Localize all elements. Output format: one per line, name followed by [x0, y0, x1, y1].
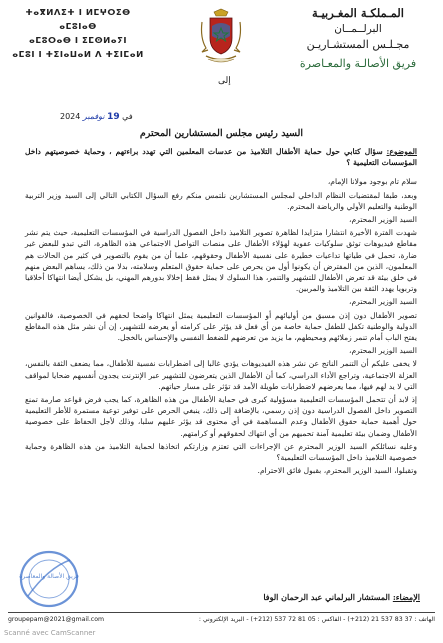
paragraph-privacy: تصوير الأطفال دون إذن مسبق من أوليائهم أو المؤسسات التعليمية يمثل انتهاكا واضحا لحقهم في الخصوصية، فالقوانين الدولية والوطنية تكفل للطفل حماية خاصة من أي فعل قد يؤثر على كرامته أو يعرضه للتشهير، إن أن نشر مثل هذه المقاطع يفتح الباب أمام تنمر زملائهم ومحيطهم، ما يزيد من تعرضهم للضغط النفسي والإحساس بالخجل.	[25, 310, 417, 343]
signature-label: الإمضاء:	[392, 592, 420, 602]
tifinagh-line-1: ⵜⴰⴳⵍⴷⵉⵜ ⵏ ⵍⵎⵖⵔⵉⴱ	[25, 8, 131, 18]
paragraph-responsibility: إذ لابد أن تتحمل المؤسسات التعليمية مسؤولية كبرى في حماية الأطفال من هذه الظاهرة، كما يجب فرض قواعد صارمة تمنع التصوير داخل الفصول الدراسية دون إذن رسمي، بالإضافة إلى ذلك، ينبغي الحرص على توفير توعية مستمرة للأطر التعليمية حول أهمية حماية حقوق الأطفال وعدم المساهمة في أي محتوى قد يؤثر عليهم سلبا، وذلك لأجل الحفاظ على خصوصية الأطفال وضمان بيئة تعليمية آمنة تحميهم من أي انتهاك لحقوقهم أو كرامتهم.	[25, 395, 417, 438]
date-day: 19	[107, 112, 120, 122]
salutation-2: السيد الوزير المحترم،	[349, 297, 417, 307]
salutation-1: السيد الوزير المحترم،	[349, 215, 417, 225]
header-arabic	[283, 6, 433, 70]
footer-contacts: الهاتف : 37 83 537 21 (212+) - الفاكس : 05 81 72 537 (212+) - البريد الإلكتروني :	[198, 616, 435, 623]
header-line-kingdom: المـملكـة المغـربيـة	[312, 6, 404, 20]
scanner-watermark: Scanné avec CamScanner	[4, 629, 96, 637]
subject-line	[25, 146, 417, 168]
to-label: إلى	[218, 76, 231, 86]
footer	[0, 616, 443, 628]
tifinagh-line-3: ⴰⵎⵓⵔⴰⴱ ⵏ ⵉⵎⵙⵍⴰⵢⵏ	[28, 36, 128, 46]
date-month: نوفمبر	[82, 112, 105, 121]
tifinagh-line-4: ⴰⵎⵓⵏ ⵏ ⵜⵉⵏⴰⵡⴰⵍ ⴷ ⵜⵉⵏⵎⴰⵍ	[12, 50, 144, 60]
subject-label: الموضوع:	[386, 147, 417, 156]
signature-block	[110, 592, 420, 602]
stamp-text: فريق الأصالة والمعاصرة	[19, 573, 79, 580]
subject-text: سؤال كتابي حول حماية الأطفال التلاميذ من عدسات المعلمين التي تهدد براءتهم ، وحماية خصوصيتهم داخل المؤسسات التعليمية ؟	[25, 147, 417, 168]
addressee: السيد رئيس مجلس المستشارين المحترم	[139, 128, 304, 139]
header-line-group: فريق الأصالـة والمعـاصرة	[299, 57, 417, 70]
official-stamp	[18, 548, 80, 610]
paragraph-bullying: لا يخفى عليكم أن التنمر الناتج عن نشر هذه الفيديوهات يؤدي غالبا إلى اضطرابات نفسية للأطفال، مما يضعف الثقة بالنفس، العزلة الاجتماعية، وتراجع الأداء الدراسي، كما أن الأطفال الذين يتعرضون للتشهير عبر الإنترنت يجدون أنفسهم ضحايا لمواقف التي لا يد لهم فيها، مما يعرضهم لاضطرابات طويلة الأمد قد تؤثر على مسار حياتهم.	[25, 359, 417, 391]
date-year: 2024	[60, 112, 81, 121]
header-line-council: مجـلـس المستشـاريـن	[306, 38, 410, 51]
date-prefix: في	[122, 112, 133, 121]
header-tifinagh	[8, 8, 148, 64]
intro-paragraph: وبعد، طبقا لمقتضيات النظام الداخلي لمجلس المستشارين نلتمس منكم رفع السؤال الكتابي التالي إلى السيد وزير التربية الوطنية والتعليم الأولي والرياضة المحترم.	[25, 190, 417, 211]
salutation-3: السيد الوزير المحترم،	[349, 346, 417, 356]
paragraph-question: وعليه نسائلكم السيد الوزير المحترم عن الإجراءات التي تعتزم وزارتكم اتخاذها لحماية التلاميذ من هذه الظاهرة وحماية خصوصية التلاميذ داخل المؤسسات التعليمية؟	[25, 441, 417, 463]
paragraph-context: شهدت الفترة الأخيرة انتشارا متزايدا لظاهرة تصوير التلاميذ داخل الفصول الدراسية في المؤسسات التعليمية، حيث يتم نشر مقاطع فيديوهات توثق سلوكيات عفوية لهؤلاء الأطفال على منصات التواصل الاجتماعي هذه الظاهرة، التي تبدو للبعض غير ضارة، تحمل في طياتها تداعيات خطيرة على نفسية الأطفال وحقوقهم، علما أن من يقوم بالتصوير في كثير من الحالات هم المعلمون، الذين من المفترض أن يكونوا أول من يحرص على حماية حقوق المتعلم وسلامته، بدلا من ذلك، يساهم البعض منهم في خلق بيئة قد تعرض الأطفال للتشهير والتنمر، هذا السلوك لا يمثل فقط إخلالا بدورهم المهني، بل يشكل أيضا انتهاكا أخلاقيا وتربويا يهدد الثقة بين التلاميذ والمربين.	[25, 228, 417, 294]
tifinagh-line-2: ⴰⵎⵓⵏⴰⴱ	[59, 22, 97, 32]
footer-divider	[8, 612, 435, 613]
greeting: سلام تام بوجود مولانا الإمام،	[327, 177, 417, 187]
closing: وتقبلوا، السيد الوزير المحترم، بقبول فائق الاحترام.	[257, 466, 417, 476]
letter-body	[25, 146, 417, 478]
header-line-parliament: البرلــمــان	[334, 23, 382, 35]
date-line	[60, 112, 133, 122]
signature-name: المستشار البرلماني عبد الرحمان الوفا	[263, 592, 391, 602]
footer-email: groupepam@2021@gmail.com	[8, 616, 105, 623]
coat-of-arms-emblem	[196, 8, 246, 66]
